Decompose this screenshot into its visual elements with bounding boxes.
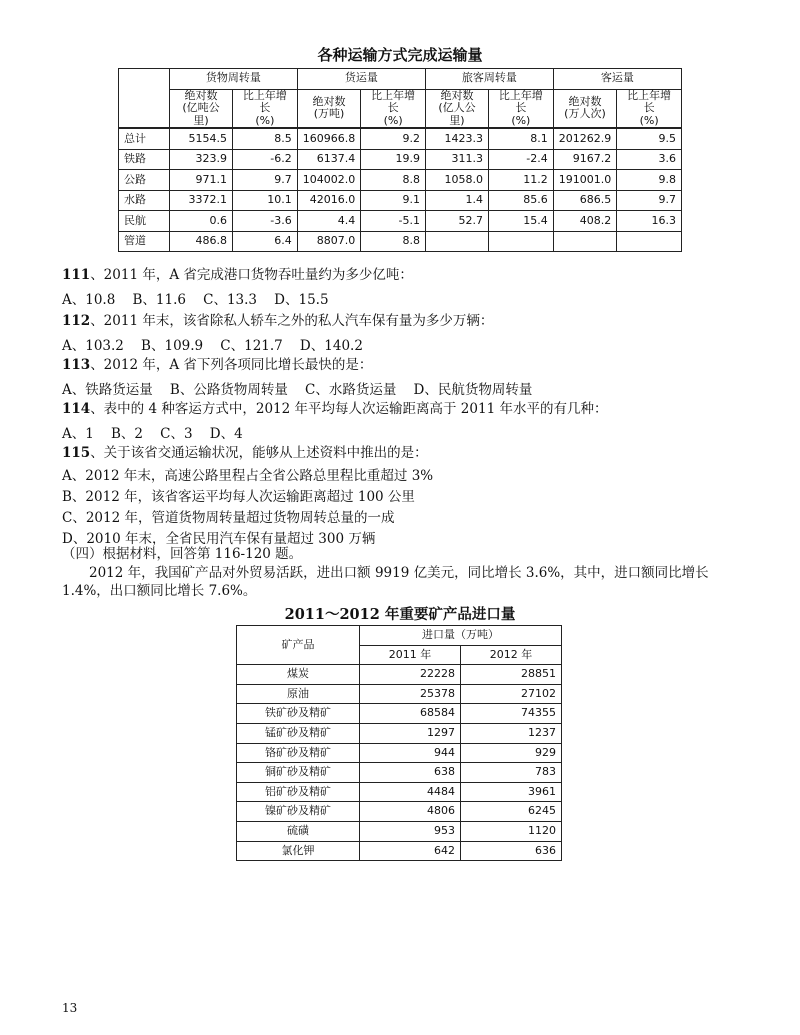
table1-group-header: 货物周转量 bbox=[170, 69, 298, 90]
question-number: 112 bbox=[62, 313, 91, 329]
table1-cell: -3.6 bbox=[233, 211, 298, 232]
import-2012: 6245 bbox=[461, 802, 562, 822]
question-112 bbox=[62, 309, 493, 329]
question-text: 、关于该省交通运输状况，能够从上述资料中推出的是： bbox=[90, 445, 428, 461]
table1-row bbox=[119, 149, 682, 170]
table1-cell: 52.7 bbox=[425, 211, 488, 232]
table1-row-label: 铁路 bbox=[119, 149, 170, 170]
table1-subheader bbox=[170, 89, 233, 128]
mineral-name: 铁矿砂及精矿 bbox=[237, 704, 360, 724]
table2-row bbox=[237, 782, 562, 802]
import-2012: 929 bbox=[461, 743, 562, 763]
import-2011: 25378 bbox=[360, 684, 461, 704]
table1-cell: 311.3 bbox=[425, 149, 488, 170]
table1-row-label: 管道 bbox=[119, 231, 170, 252]
table2-row bbox=[237, 684, 562, 704]
table1-cell: 971.1 bbox=[170, 170, 233, 191]
table2-row bbox=[237, 802, 562, 822]
table1-cell: 85.6 bbox=[488, 190, 553, 211]
subheader-line-2: (%) bbox=[383, 113, 403, 127]
page-number: 13 bbox=[62, 1001, 78, 1015]
table2-row bbox=[237, 723, 562, 743]
import-2011: 22228 bbox=[360, 665, 461, 685]
table2-row bbox=[237, 665, 562, 685]
table1-group-header: 货运量 bbox=[297, 69, 425, 90]
subheader-line-1: 绝对数 bbox=[568, 94, 602, 108]
table1-cell: -2.4 bbox=[488, 149, 553, 170]
subheader-line-1: 比上年增长 bbox=[242, 88, 287, 115]
question-number: 113 bbox=[62, 357, 91, 373]
import-2011: 638 bbox=[360, 763, 461, 783]
table2-product-header: 矿产品 bbox=[237, 626, 360, 665]
table1-cell: 3.6 bbox=[617, 149, 682, 170]
table1-subheader bbox=[488, 89, 553, 128]
table2-row bbox=[237, 763, 562, 783]
table2-group-header: 进口量（万吨） bbox=[360, 626, 562, 646]
question-number: 115 bbox=[62, 445, 91, 461]
table2-row bbox=[237, 821, 562, 841]
subheader-line-2: (%) bbox=[255, 113, 275, 127]
table1-group-header: 旅客周转量 bbox=[425, 69, 553, 90]
table1-cell: 9.8 bbox=[617, 170, 682, 191]
table1-cell: 1.4 bbox=[425, 190, 488, 211]
table1-subheader bbox=[233, 89, 298, 128]
table2-row bbox=[237, 743, 562, 763]
table1-cell: 323.9 bbox=[170, 149, 233, 170]
question-number: 114 bbox=[62, 401, 91, 417]
import-2011: 4806 bbox=[360, 802, 461, 822]
table1-cell: -5.1 bbox=[361, 211, 426, 232]
table1-cell: 10.1 bbox=[233, 190, 298, 211]
table1-cell: 9.5 bbox=[617, 128, 682, 149]
q115-option: B、2012 年，该省客运平均每人次运输距离超过 100 公里 bbox=[62, 489, 415, 505]
table1-cell: 0.6 bbox=[170, 211, 233, 232]
table1-cell: 19.9 bbox=[361, 149, 426, 170]
table1-cell: -6.2 bbox=[233, 149, 298, 170]
question-text: 、2011 年，A 省完成港口货物吞吐量约为多少亿吨： bbox=[90, 267, 413, 283]
mineral-name: 原油 bbox=[237, 684, 360, 704]
table1-cell: 5154.5 bbox=[170, 128, 233, 149]
mineral-name: 铜矿砂及精矿 bbox=[237, 763, 360, 783]
table1-cell: 11.2 bbox=[488, 170, 553, 191]
table1-cell: 1058.0 bbox=[425, 170, 488, 191]
import-2012: 1120 bbox=[461, 821, 562, 841]
mineral-name: 铬矿砂及精矿 bbox=[237, 743, 360, 763]
table1-row bbox=[119, 231, 682, 252]
table2-row bbox=[237, 704, 562, 724]
table1-cell: 9.1 bbox=[361, 190, 426, 211]
table1-row bbox=[119, 190, 682, 211]
import-2011: 68584 bbox=[360, 704, 461, 724]
table1-cell: 9.7 bbox=[617, 190, 682, 211]
table1-subheader-row bbox=[119, 89, 682, 128]
table1-row-label: 公路 bbox=[119, 170, 170, 191]
table1-row-label: 民航 bbox=[119, 211, 170, 232]
import-2012: 74355 bbox=[461, 704, 562, 724]
subheader-line-1: 绝对数 bbox=[440, 88, 474, 102]
q115-option: A、2012 年末，高速公路里程占全省公路总里程比重超过 3% bbox=[62, 468, 434, 484]
subheader-line-1: 比上年增长 bbox=[627, 88, 672, 115]
import-2012: 1237 bbox=[461, 723, 562, 743]
table1-cell: 191001.0 bbox=[553, 170, 617, 191]
question-text: 、2012 年，A 省下列各项同比增长最快的是： bbox=[90, 357, 373, 373]
transport-table bbox=[118, 68, 682, 252]
table1-group-row bbox=[119, 69, 682, 90]
table2-year-header: 2011 年 bbox=[360, 645, 461, 665]
q115-option: D、2010 年末，全省民用汽车保有量超过 300 万辆 bbox=[62, 531, 376, 547]
table1-cell: 104002.0 bbox=[297, 170, 361, 191]
mineral-name: 铝矿砂及精矿 bbox=[237, 782, 360, 802]
table1-row-label: 水路 bbox=[119, 190, 170, 211]
table1-cell: 8.5 bbox=[233, 128, 298, 149]
subheader-line-2: (%) bbox=[639, 113, 659, 127]
table1-cell: 686.5 bbox=[553, 190, 617, 211]
import-2012: 28851 bbox=[461, 665, 562, 685]
table1-cell: 6137.4 bbox=[297, 149, 361, 170]
subheader-line-2: (亿吨公里) bbox=[182, 101, 220, 127]
table1-cell: 6.4 bbox=[233, 231, 298, 252]
table1-cell: 9.2 bbox=[361, 128, 426, 149]
table2-header-row bbox=[237, 626, 562, 646]
question-111 bbox=[62, 263, 413, 283]
subheader-line-1: 绝对数 bbox=[184, 88, 218, 102]
table1-subheader bbox=[297, 89, 361, 128]
import-2011: 1297 bbox=[360, 723, 461, 743]
table1-cell: 9.7 bbox=[233, 170, 298, 191]
mineral-name: 煤炭 bbox=[237, 665, 360, 685]
mineral-name: 氯化钾 bbox=[237, 841, 360, 861]
table2-title: 2011～2012 年重要矿产品进口量 bbox=[284, 606, 516, 623]
intro-paragraph: 2012 年，我国矿产品对外贸易活跃，进出口额 9919 亿美元，同比增长 3.6%，其中，进口额同比增长 1.4%，出口额同比增长 7.6%。 bbox=[62, 565, 709, 599]
table1-subheader bbox=[425, 89, 488, 128]
mineral-name: 锰矿砂及精矿 bbox=[237, 723, 360, 743]
mineral-import-table bbox=[236, 625, 562, 861]
subheader-line-2: (万吨) bbox=[313, 107, 345, 121]
table1-cell: 8.8 bbox=[361, 170, 426, 191]
table1-subheader bbox=[361, 89, 426, 128]
table1-subheader bbox=[553, 89, 617, 128]
table1-row bbox=[119, 170, 682, 191]
import-2011: 944 bbox=[360, 743, 461, 763]
table1-corner bbox=[119, 69, 170, 129]
subheader-line-1: 比上年增长 bbox=[371, 88, 416, 115]
mineral-name: 镍矿砂及精矿 bbox=[237, 802, 360, 822]
import-2012: 27102 bbox=[461, 684, 562, 704]
table1-cell: 201262.9 bbox=[553, 128, 617, 149]
table1-cell: 8807.0 bbox=[297, 231, 361, 252]
table1-row bbox=[119, 128, 682, 149]
table1-cell: 9167.2 bbox=[553, 149, 617, 170]
question-text: 、2011 年末，该省除私人轿车之外的私人汽车保有量为多少万辆： bbox=[90, 313, 494, 329]
question-text: 、表中的 4 种客运方式中，2012 年平均每人次运输距离高于 2011 年水平的有几种： bbox=[90, 401, 608, 417]
table1-cell: 8.8 bbox=[361, 231, 426, 252]
subheader-line-1: 绝对数 bbox=[312, 94, 346, 108]
subheader-line-1: 比上年增长 bbox=[498, 88, 543, 115]
table1-cell: 160966.8 bbox=[297, 128, 361, 149]
question-number: 111 bbox=[62, 267, 91, 283]
table1-title: 各种运输方式完成运输量 bbox=[317, 46, 483, 64]
table1-cell bbox=[425, 231, 488, 252]
table1-cell: 408.2 bbox=[553, 211, 617, 232]
table1-group-header: 客运量 bbox=[553, 69, 681, 90]
import-2012: 636 bbox=[461, 841, 562, 861]
table1-cell: 3372.1 bbox=[170, 190, 233, 211]
table1-cell bbox=[488, 231, 553, 252]
question-115 bbox=[62, 441, 428, 461]
question-options: A、1 B、2 C、3 D、4 bbox=[62, 426, 243, 442]
table1-row-label: 总计 bbox=[119, 128, 170, 149]
question-113 bbox=[62, 353, 372, 373]
import-2011: 4484 bbox=[360, 782, 461, 802]
mineral-name: 硫磺 bbox=[237, 821, 360, 841]
table1-subheader bbox=[617, 89, 682, 128]
table1-cell: 16.3 bbox=[617, 211, 682, 232]
table1-cell bbox=[617, 231, 682, 252]
question-options: A、103.2 B、109.9 C、121.7 D、140.2 bbox=[62, 338, 363, 354]
subheader-line-2: (亿人公里) bbox=[438, 101, 476, 127]
table1-cell: 8.1 bbox=[488, 128, 553, 149]
table2-year-header: 2012 年 bbox=[461, 645, 562, 665]
table1-cell: 4.4 bbox=[297, 211, 361, 232]
question-options: A、铁路货运量 B、公路货物周转量 C、水路货运量 D、民航货物周转量 bbox=[62, 382, 533, 398]
table1-cell: 486.8 bbox=[170, 231, 233, 252]
table1-cell bbox=[553, 231, 617, 252]
import-2012: 783 bbox=[461, 763, 562, 783]
table1-cell: 1423.3 bbox=[425, 128, 488, 149]
subheader-line-2: (万人次) bbox=[564, 107, 606, 121]
question-114 bbox=[62, 397, 607, 417]
table1-cell: 42016.0 bbox=[297, 190, 361, 211]
q115-option: C、2012 年，管道货物周转量超过货物周转总量的一成 bbox=[62, 510, 395, 526]
question-options: A、10.8 B、11.6 C、13.3 D、15.5 bbox=[62, 292, 329, 308]
table2-row bbox=[237, 841, 562, 861]
import-2011: 642 bbox=[360, 841, 461, 861]
section-heading: （四）根据材料，回答第 116-120 题。 bbox=[62, 546, 303, 562]
import-2012: 3961 bbox=[461, 782, 562, 802]
subheader-line-2: (%) bbox=[511, 113, 531, 127]
import-2011: 953 bbox=[360, 821, 461, 841]
table1-cell: 15.4 bbox=[488, 211, 553, 232]
table1-row bbox=[119, 211, 682, 232]
